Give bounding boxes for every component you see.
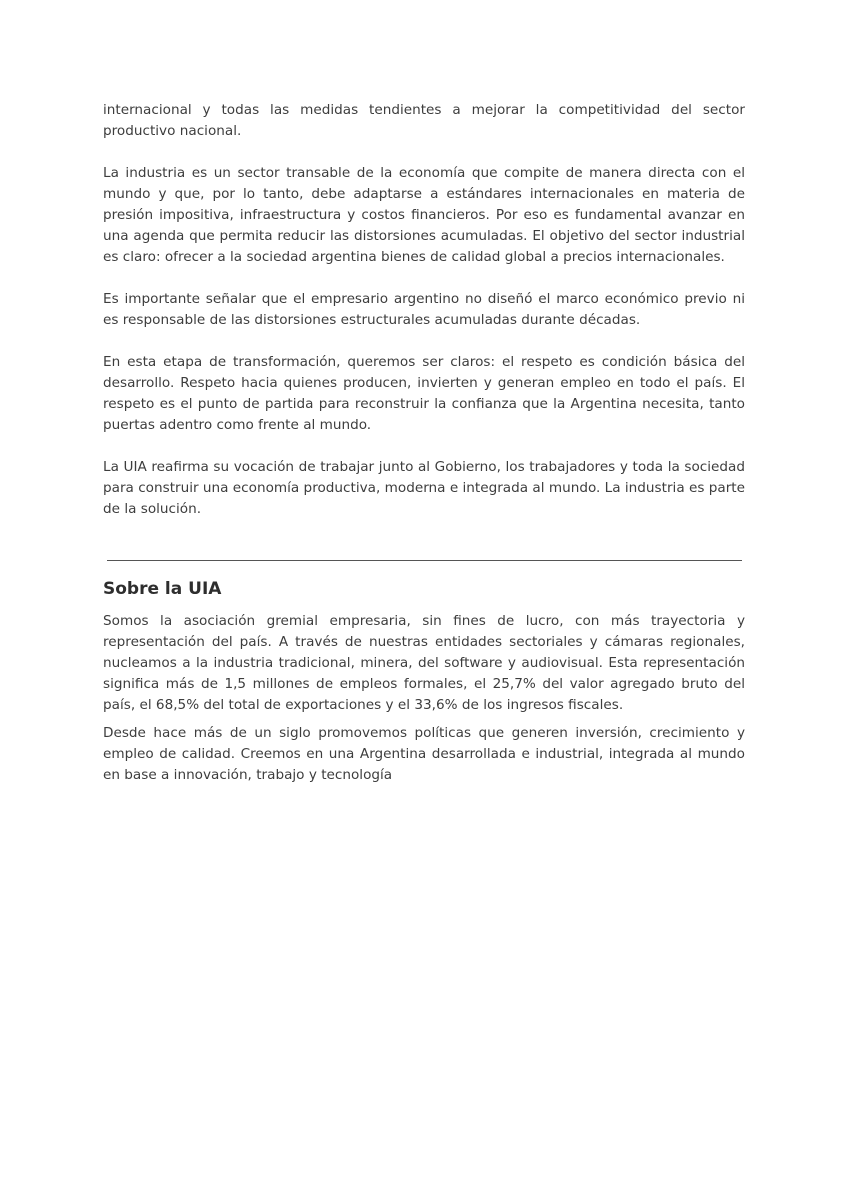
about-paragraph-2: Desde hace más de un siglo promovemos políticas que generen inversión, crecimiento y empleo de calidad. Creemos en una Argentina desarrollada e industrial, integrada al mundo en base a innovación, trabajo y tecnología [103,725,745,783]
body-paragraph-4: En esta etapa de transformación, queremos ser claros: el respeto es condición básica del desarrollo. Respeto hacia quienes producen, invierten y generan empleo en todo el país. El respeto es el punto de partida para reconstruir la confianza que la Argentina necesita, tanto puertas adentro como frente al mundo. [103,354,745,433]
section-divider [107,560,742,561]
body-paragraph-2: La industria es un sector transable de la economía que compite de manera directa con el mundo y que, por lo tanto, debe adaptarse a estándares internacionales en materia de presión impositiva, infraestructura y costos financieros. Por eso es fundamental avanzar en una agenda que permita reducir las distorsiones acumuladas. El objetivo del sector industrial es claro: ofrecer a la sociedad argentina bienes de calidad global a precios internacionales. [103,165,745,265]
body-paragraph-3: Es importante señalar que el empresario argentino no diseñó el marco económico previo ni es responsable de las distorsiones estructurales acumuladas durante décadas. [103,291,745,328]
about-heading: Sobre la UIA [103,579,222,599]
about-section [103,577,745,786]
document-body [103,100,745,520]
body-paragraph-5: La UIA reafirma su vocación de trabajar junto al Gobierno, los trabajadores y toda la sociedad para construir una economía productiva, moderna e integrada al mundo. La industria es parte de la solución. [103,459,745,517]
body-paragraph-1: internacional y todas las medidas tendientes a mejorar la competitividad del sector productivo nacional. [103,102,745,139]
about-paragraph-1: Somos la asociación gremial empresaria, sin fines de lucro, con más trayectoria y representación del país. A través de nuestras entidades sectoriales y cámaras regionales, nucleamos a la industria tradicional, minera, del software y audiovisual. Esta representación significa más de 1,5 millones de empleos formales, el 25,7% del valor agregado bruto del país, el 68,5% del total de exportaciones y el 33,6% de los ingresos fiscales. [103,613,745,713]
